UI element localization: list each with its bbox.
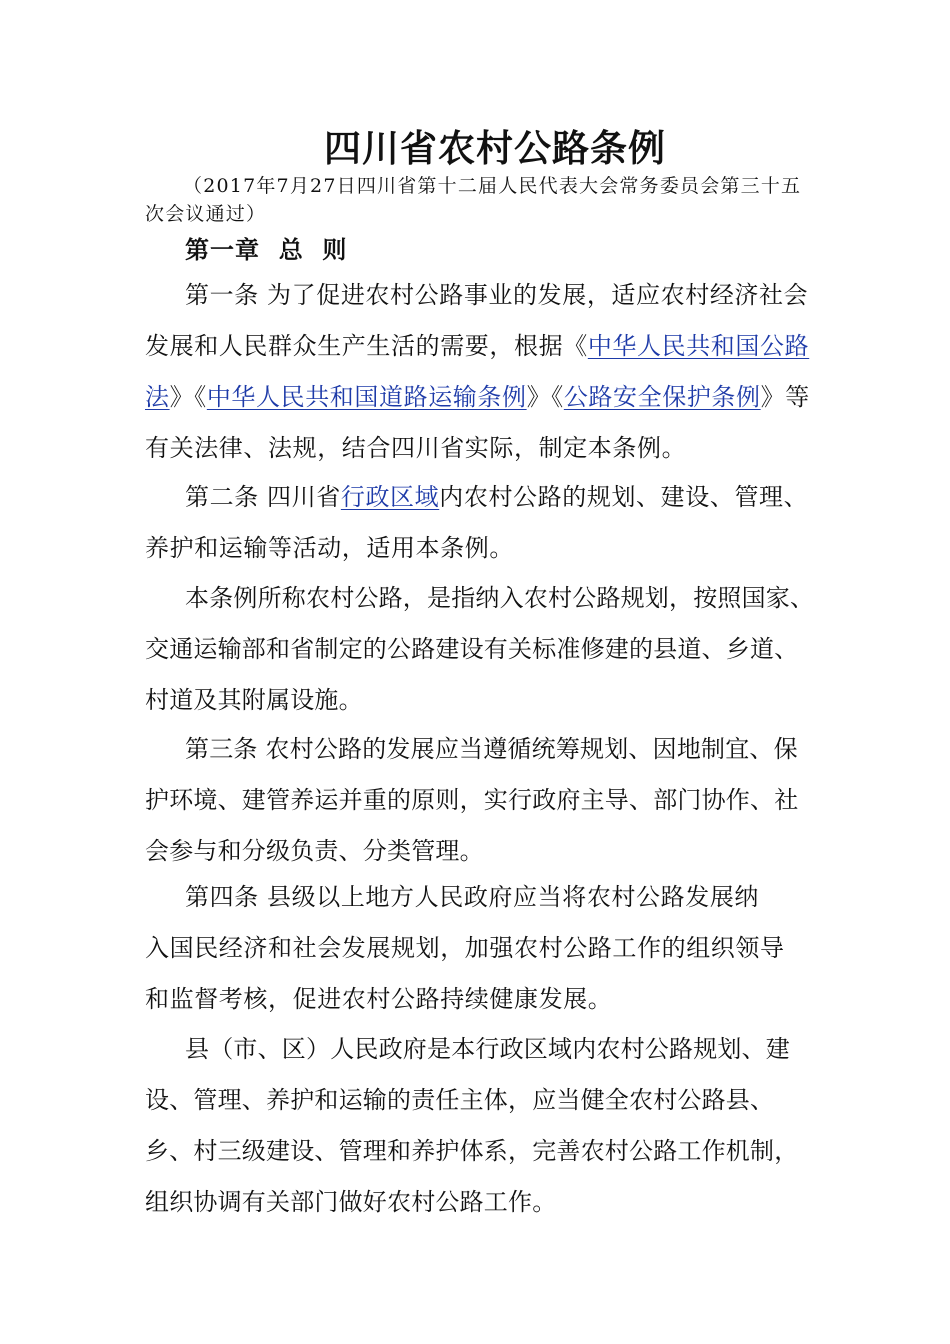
article-4-line-3: 和监督考核，促进农村公路持续健康发展。 [145, 985, 613, 1013]
link-highway-safety-regulation[interactable]: 公路安全保护条例 [563, 383, 761, 411]
article-3: 第三条 农村公路的发展应当遵循统筹规划、因地制宜、保护环境、建管养运并重的原则，实行政府主导、部门协作、社会参与和分级负责、分类管理。 [145, 735, 799, 865]
article-2-text-a: 第二条 四川省 [185, 483, 341, 511]
article-2 [145, 472, 815, 574]
article-2-paragraph-2: 本条例所称农村公路，是指纳入农村公路规划，按照国家、交通运输部和省制定的公路建设有关标准修建的县道、乡道、村道及其附属设施。 [145, 584, 815, 714]
link-road-transport-regulation[interactable]: 中华人民共和国道路运输条例 [206, 383, 527, 411]
link-highway-law[interactable]: 中华人民共和国公路法 [145, 332, 810, 411]
article-4-line-1: 第四条 县级以上地方人民政府应当将农村公路发展纳 [185, 883, 760, 911]
chapter-heading: 第一章 总 则 [185, 236, 348, 264]
document-title: 四川省农村公路条例 [324, 127, 666, 170]
article-4-paragraph-2: 县（市、区）人民政府是本行政区域内农村公路规划、建设、管理、养护和运输的责任主体，应当健全农村公路县、乡、村三级建设、管理和养护体系，完善农村公路工作机制，组织协调有关部门做好农村公路工作。 [145, 1035, 799, 1216]
article-4-line-2: 入国民经济和社会发展规划，加强农村公路工作的组织领导 [145, 934, 785, 962]
article-1-text-c: 》《 [526, 383, 564, 411]
article-1-text-d: 》等有关法律、法规，结合四川省实际，制定本条例。 [145, 383, 810, 462]
link-administrative-region[interactable]: 行政区域 [340, 483, 440, 511]
article-1-text-b: 》《 [169, 383, 207, 411]
article-4 [145, 872, 815, 1025]
article-1-text-a: 第一条 为了促进农村公路事业的发展，适应农村经济社会发展和人民群众生产生活的需要，根据《 [145, 281, 809, 360]
article-1 [145, 270, 815, 474]
article-2-text-b: 内农村公路的规划、建设、管理、养护和运输等活动，适用本条例。 [145, 483, 809, 562]
document-subtitle: （2017年7月27日四川省第十二届人民代表大会常务委员会第三十五次会议通过） [145, 175, 802, 225]
